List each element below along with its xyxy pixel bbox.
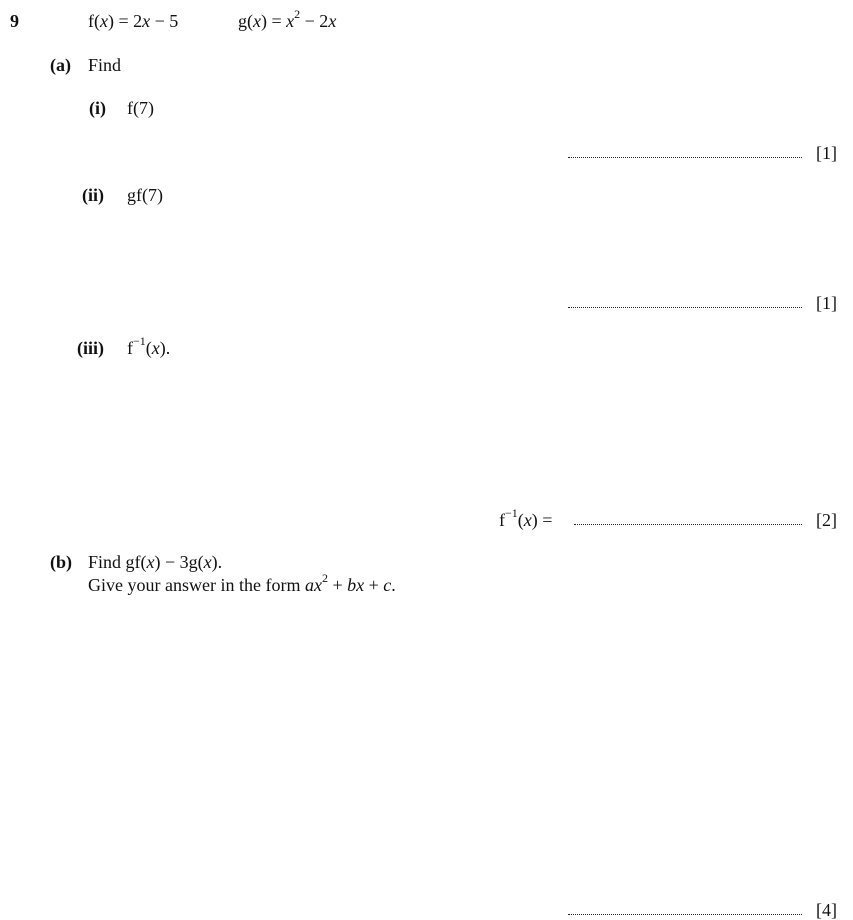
g-var3: x xyxy=(328,11,337,31)
part-b-line2-end: . xyxy=(391,575,396,595)
part-a-i-expr: f(7) xyxy=(127,98,154,118)
part-b-line1-a: Find gf( xyxy=(88,552,147,572)
part-a-iii-label: (iii) xyxy=(77,338,104,358)
part-a-i-label: (i) xyxy=(89,98,106,118)
g-definition xyxy=(238,7,337,31)
part-b-label: (b) xyxy=(50,552,72,572)
part-b-line2-a: Give your answer in the form xyxy=(88,575,305,595)
part-b-line2 xyxy=(88,571,396,595)
part-b-line1-var1: x xyxy=(146,552,155,572)
mark-a-ii: [1] xyxy=(816,293,837,313)
part-b-line2-plus1: + xyxy=(327,575,348,595)
answer-line-a-iii[interactable] xyxy=(574,524,802,525)
g-close: ) xyxy=(261,11,267,31)
part-b-line2-c: c xyxy=(383,575,392,595)
finv-open: ( xyxy=(145,338,152,358)
ans-finv-open: ( xyxy=(517,510,524,530)
part-b-line2-bx: bx xyxy=(347,575,365,595)
f-definition xyxy=(88,12,178,30)
answer-line-a-i[interactable] xyxy=(568,157,802,158)
ans-finv-sup: −1 xyxy=(505,506,518,520)
f-rest: − 5 xyxy=(150,11,179,31)
mark-a-i: [1] xyxy=(816,143,837,163)
g-name: g xyxy=(238,11,247,31)
part-a-ii-expr: gf(7) xyxy=(127,185,163,205)
f-open: ( xyxy=(94,11,100,31)
answer-prefix-finv xyxy=(499,506,553,530)
part-b-line2-plus2: + xyxy=(364,575,384,595)
answer-line-a-ii[interactable] xyxy=(568,307,802,308)
f-eq: = 2 xyxy=(114,11,143,31)
g-rest: − 2 xyxy=(300,11,329,31)
part-a-iii-expr xyxy=(127,334,171,358)
part-b-line1-c: ). xyxy=(211,552,223,572)
question-number: 9 xyxy=(10,11,19,31)
g-eq: = xyxy=(267,11,287,31)
f-var: x xyxy=(100,11,108,31)
part-b-line1-b: ) − 3g( xyxy=(154,552,204,572)
part-a-label: (a) xyxy=(50,55,71,75)
ans-finv-fn: f xyxy=(499,510,505,530)
part-b-line1-var2: x xyxy=(203,552,212,572)
part-a-ii-label: (ii) xyxy=(82,185,104,205)
g-pow: 2 xyxy=(294,7,301,21)
f-name: f xyxy=(88,11,94,31)
part-b-line2-ax: ax xyxy=(304,575,322,595)
g-var2: x xyxy=(286,11,295,31)
part-b-line1 xyxy=(88,553,222,571)
finv-fn: f xyxy=(127,338,133,358)
finv-sup: −1 xyxy=(133,334,146,348)
finv-close: ). xyxy=(159,338,171,358)
answer-line-b[interactable] xyxy=(568,914,802,915)
finv-var: x xyxy=(151,338,160,358)
g-open: ( xyxy=(247,11,253,31)
g-var: x xyxy=(253,11,261,31)
ans-finv-var: x xyxy=(523,510,532,530)
part-b-line2-pow: 2 xyxy=(321,571,328,585)
f-var2: x xyxy=(142,11,151,31)
mark-a-iii: [2] xyxy=(816,510,837,530)
mark-b: [4] xyxy=(816,900,837,920)
ans-finv-close: ) = xyxy=(531,510,553,530)
part-a-text: Find xyxy=(88,55,122,75)
f-close: ) xyxy=(108,11,114,31)
